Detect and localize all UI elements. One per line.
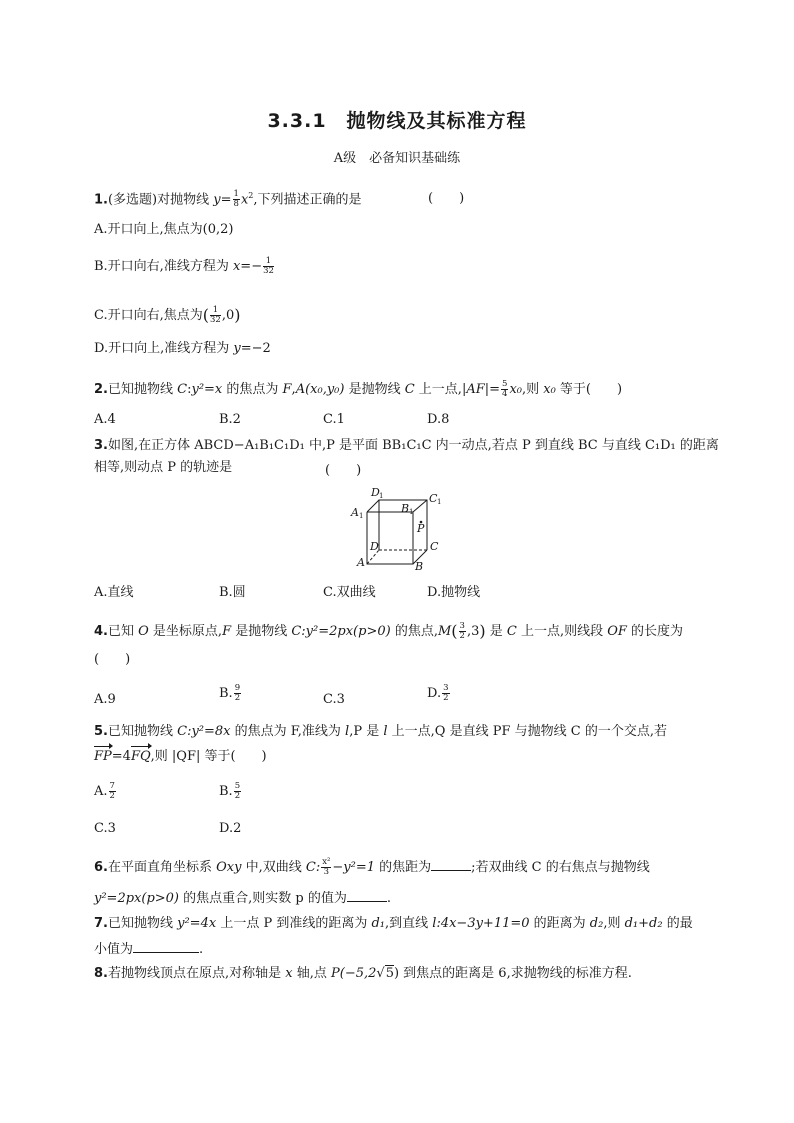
- label-d1: D: [371, 486, 380, 499]
- q1-option-a: A.开口向上,焦点为(0,2): [94, 222, 234, 237]
- label-c1: C: [429, 492, 438, 505]
- cube-figure: [345, 484, 455, 572]
- question-5-line-2: FP=4FQ,则 |QF| 等于( ): [94, 749, 267, 764]
- svg-text:1: 1: [409, 508, 414, 516]
- section-subtitle: A级 必备知识基础练: [333, 151, 461, 166]
- q3-option-c: C.双曲线: [323, 585, 376, 600]
- label-a: A: [357, 556, 365, 569]
- svg-text:1: 1: [379, 492, 384, 500]
- label-b: B: [415, 560, 424, 572]
- page-title: 3.3.1 抛物线及其标准方程: [267, 110, 527, 132]
- label-c: C: [430, 540, 439, 553]
- label-d: D: [370, 540, 379, 553]
- question-3-line-2: 相等,则动点 P 的轨迹是: [94, 460, 233, 475]
- q3-option-a: A.直线: [94, 585, 134, 600]
- q5-option-b: B. $\frac{5}{2}$: [219, 781, 241, 801]
- label-a1: A: [351, 506, 359, 519]
- q5-option-c: C.3: [94, 821, 116, 836]
- answer-parentheses: ( ): [428, 191, 465, 206]
- question-5: 5.已知抛物线 C:y²=8x 的焦点为 F,准线为 l,P 是 l 上一点,Q 是直线 PF 与抛物线 C 的一个交点,若: [94, 724, 667, 739]
- svg-text:1: 1: [437, 498, 442, 506]
- q1-option-d: D.开口向上,准线方程为 y=−2: [94, 341, 271, 356]
- q4-option-a: A.9: [94, 692, 116, 707]
- question-7: 7.已知抛物线 y²=4x 上一点 P 到准线的距离为 d₁,到直线 l:4x−3y+11=0 的距离为 d₂,则 d₁+d₂ 的最: [94, 916, 693, 931]
- fraction: $\frac{1}{8}$: [233, 189, 239, 210]
- q1-option-b: B.开口向右,准线方程为 x=− $\frac{1}{32}$: [94, 256, 274, 276]
- question-3: 3.如图,在正方体 ABCD−A₁B₁C₁D₁ 中,P 是平面 BB₁C₁C 内一动点,若点 P 到直线 BC 与直线 C₁D₁ 的距离: [94, 438, 719, 453]
- q3-option-b: B.圆: [219, 585, 246, 600]
- answer-blank: [347, 889, 387, 902]
- question-1: 1.(多选题)对抛物线 y= $\frac{1}{8}$ $x^2$,下列描述正确的是: [94, 189, 362, 210]
- q2-option-c: C.1: [323, 412, 345, 427]
- answer-parentheses: ( ): [325, 463, 362, 478]
- label-p: P: [417, 522, 425, 535]
- q2-option-b: B.2: [219, 412, 241, 427]
- label-b1: B: [401, 502, 410, 515]
- q4-option-c: C.3: [323, 692, 345, 707]
- q4-option-b: B. $\frac{9}{2}$: [219, 683, 241, 703]
- q5-option-d: D.2: [219, 821, 242, 836]
- question-4: 4.已知 O 是坐标原点,F 是抛物线 C:y²=2px(p>0) 的焦点,M( $\frac{3}{2}$ ,3) 是 C 上一点,则线段 OF 的长度为: [94, 621, 684, 641]
- answer-blank: [133, 940, 199, 953]
- question-8: 8.若抛物线顶点在原点,对称轴是 x 轴,点 P(−5,2√5) 到焦点的距离是 6,求抛物线的标准方程.: [94, 966, 632, 981]
- question-2: 2.已知抛物线 C:y²=x 的焦点为 F,A(x₀,y₀) 是抛物线 C 上一点,|AF|= $\frac{5}{4}$ x₀,则 x₀ 等于( ): [94, 379, 623, 399]
- answer-parentheses: ( ): [94, 652, 131, 667]
- q2-option-a: A.4: [94, 412, 116, 427]
- svg-text:1: 1: [359, 512, 364, 520]
- question-6: 6.在平面直角坐标系 Oxy 中,双曲线 C: $\frac{\text{x²}}{3}$ −y²=1 的焦距为 ;若双曲线 C 的右焦点与抛物线: [94, 857, 650, 877]
- question-6-line-2: y²=2px(p>0) 的焦点重合,则实数 p 的值为 .: [94, 891, 392, 906]
- answer-blank: [431, 858, 471, 871]
- q3-option-d: D.抛物线: [427, 585, 481, 600]
- q2-option-d: D.8: [427, 412, 450, 427]
- q1-option-c: C.开口向右,焦点为( $\frac{1}{32}$ ,0): [94, 305, 241, 325]
- question-7-line-2: 小值为 .: [94, 942, 204, 957]
- q4-option-d: D. $\frac{3}{2}$: [427, 683, 449, 703]
- q5-option-a: A. $\frac{7}{2}$: [94, 781, 115, 801]
